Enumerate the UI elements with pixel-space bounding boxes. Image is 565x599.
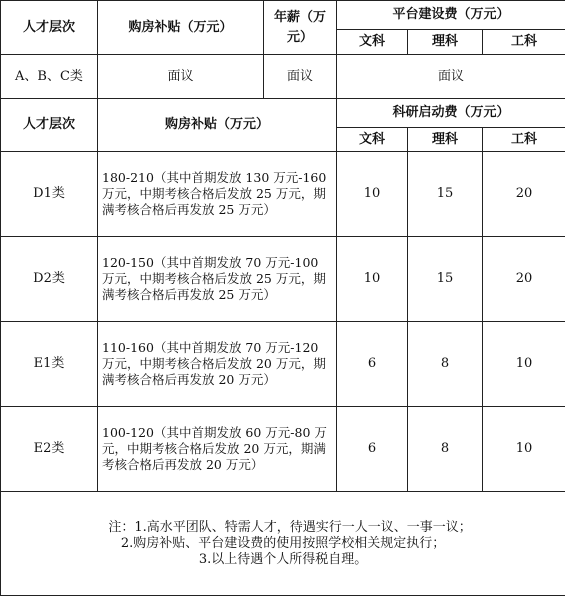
row-level: E1类 [1,322,98,407]
table-row [1,237,565,322]
note-line: 3.以上待遇个人所得税自理。 [198,551,368,567]
notes-block [1,492,565,596]
abc-level: A、B、C类 [1,55,98,99]
row-arts: 6 [337,407,408,492]
header-arts: 文科 [337,30,408,55]
row-housing: 180-210（其中首期发放 130 万元-160 万元，中期考核合格后发放 25 万元，期满考核合格后再发放 25 万元） [98,152,337,237]
header2-engineering: 工科 [483,128,565,152]
header2-science: 理科 [408,128,483,152]
row-level: E2类 [1,407,98,492]
header-engineering: 工科 [483,30,565,55]
header2-talent-level: 人才层次 [1,99,98,152]
table-row [1,152,565,237]
row-level: D1类 [1,152,98,237]
abc-platform: 面议 [337,55,565,99]
row-arts: 10 [337,237,408,322]
header-annual-salary-text: 年薪（万元） [273,9,326,45]
header2-housing-subsidy: 购房补贴（万元） [98,99,337,152]
header-housing-subsidy: 购房补贴（万元） [98,1,264,55]
row-engineering: 10 [483,322,565,407]
row-science: 8 [408,322,483,407]
abc-salary: 面议 [264,55,337,99]
header-talent-level: 人才层次 [1,1,98,55]
table-row [1,322,565,407]
row-level: D2类 [1,237,98,322]
row-arts: 10 [337,152,408,237]
header-platform-fee: 平台建设费（万元） [337,1,565,30]
abc-housing: 面议 [98,55,264,99]
row-arts: 6 [337,322,408,407]
row-housing: 110-160（其中首期发放 70 万元-120 万元，中期考核合格后发放 20 万元，期满考核合格后再发放 20 万元） [98,322,337,407]
header2-research-fee: 科研启动费（万元） [337,99,565,128]
row-science: 15 [408,237,483,322]
note-line: 2.购房补贴、平台建设费的使用按照学校相关规定执行； [120,535,446,551]
row-science: 8 [408,407,483,492]
note-line: 注：1.高水平团队、特需人才，待遇实行一人一议、一事一议； [108,519,472,535]
row-housing: 100-120（其中首期发放 60 万元-80 万元，中期考核合格后发放 20 万元，期满考核合格后再发放 20 万元） [98,407,337,492]
header2-arts: 文科 [337,128,408,152]
row-housing: 120-150（其中首期发放 70 万元-100 万元，中期考核合格后发放 25 万元，期满考核合格后再发放 25 万元） [98,237,337,322]
row-science: 15 [408,152,483,237]
header-science: 理科 [408,30,483,55]
header-annual-salary [264,1,337,55]
row-engineering: 10 [483,407,565,492]
row-engineering: 20 [483,152,565,237]
table-row [1,407,565,492]
row-engineering: 20 [483,237,565,322]
